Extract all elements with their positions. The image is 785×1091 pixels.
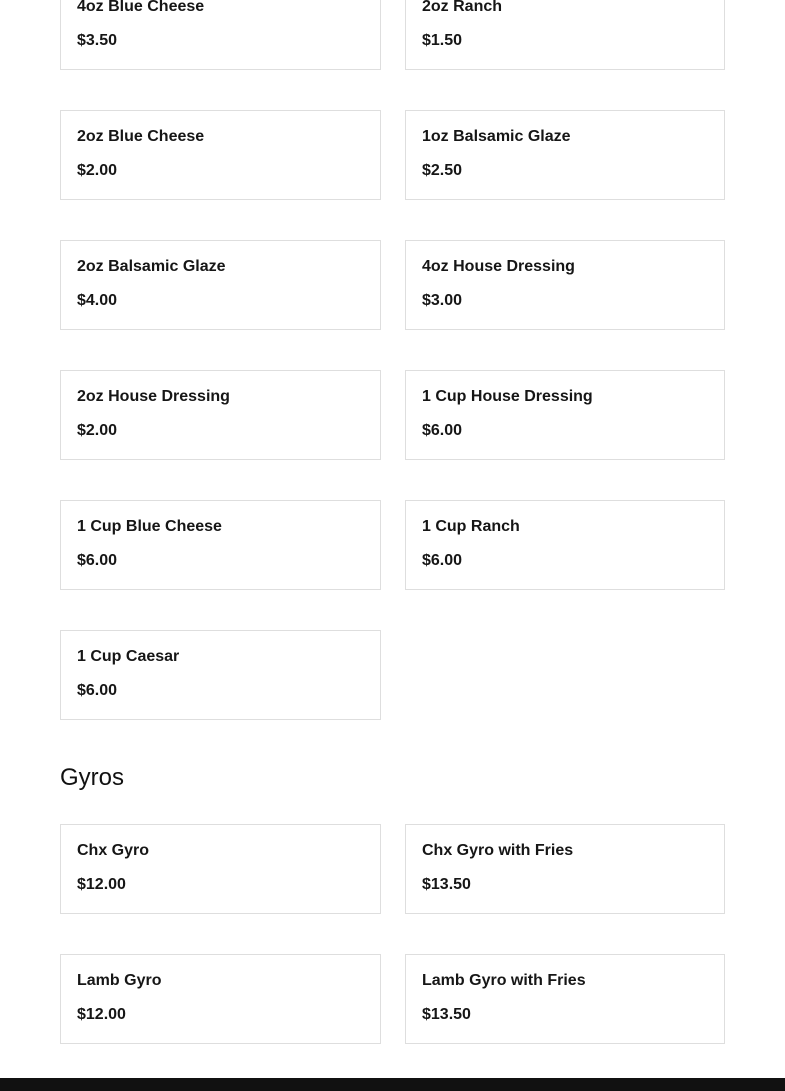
menu-item-card[interactable] bbox=[405, 240, 725, 330]
menu-item-price: $13.50 bbox=[422, 1006, 471, 1023]
menu-item-price: $12.00 bbox=[77, 876, 126, 893]
menu-item-price: $2.50 bbox=[422, 162, 463, 179]
menu-item-card[interactable] bbox=[60, 0, 381, 70]
dressings-section bbox=[60, 0, 725, 720]
menu-item-price: $1.50 bbox=[422, 32, 463, 49]
menu-item-name: 1 Cup Caesar bbox=[77, 648, 180, 665]
footer-bar bbox=[0, 1078, 785, 1091]
menu-item-price: $3.00 bbox=[422, 292, 463, 309]
menu-item-name: 2oz House Dressing bbox=[77, 388, 230, 405]
menu-item-card[interactable] bbox=[60, 110, 381, 200]
menu-item-name: 2oz Balsamic Glaze bbox=[77, 258, 226, 275]
menu-item-name: 1oz Balsamic Glaze bbox=[422, 128, 571, 145]
menu-item-price: $6.00 bbox=[77, 552, 118, 569]
dressings-grid bbox=[60, 0, 725, 720]
menu-item-card[interactable] bbox=[60, 954, 381, 1044]
menu-item-price: $2.00 bbox=[77, 422, 118, 439]
menu-item-card[interactable] bbox=[60, 630, 381, 720]
menu-item-name: 4oz Blue Cheese bbox=[77, 0, 205, 15]
gyros-section bbox=[60, 764, 725, 1044]
menu-item-name: Lamb Gyro with Fries bbox=[422, 972, 586, 989]
menu-item-card[interactable] bbox=[405, 370, 725, 460]
menu-item-price: $2.00 bbox=[77, 162, 118, 179]
menu-item-price: $3.50 bbox=[77, 32, 118, 49]
section-heading: Gyros bbox=[60, 764, 125, 791]
menu-item-name: Chx Gyro bbox=[77, 842, 150, 859]
menu-item-name: Chx Gyro with Fries bbox=[422, 842, 574, 859]
menu-item-name: 1 Cup House Dressing bbox=[422, 388, 593, 405]
menu-item-card[interactable] bbox=[405, 0, 725, 70]
menu-item-name: Lamb Gyro bbox=[77, 972, 162, 989]
menu-item-name: 4oz House Dressing bbox=[422, 258, 575, 275]
menu-item-card[interactable] bbox=[60, 240, 381, 330]
menu-item-card[interactable] bbox=[60, 370, 381, 460]
menu-item-price: $6.00 bbox=[422, 552, 463, 569]
menu-item-price: $6.00 bbox=[77, 682, 118, 699]
menu-item-card[interactable] bbox=[60, 500, 381, 590]
gyros-grid bbox=[60, 824, 725, 1044]
menu-item-price: $13.50 bbox=[422, 876, 471, 893]
menu-item-card[interactable] bbox=[405, 954, 725, 1044]
menu-item-name: 2oz Blue Cheese bbox=[77, 128, 205, 145]
menu-item-price: $4.00 bbox=[77, 292, 118, 309]
menu-item-name: 1 Cup Blue Cheese bbox=[77, 518, 222, 535]
menu-item-card[interactable] bbox=[405, 824, 725, 914]
menu-item-card[interactable] bbox=[60, 824, 381, 914]
menu-item-card[interactable] bbox=[405, 110, 725, 200]
menu-item-name: 2oz Ranch bbox=[422, 0, 503, 15]
menu-item-name: 1 Cup Ranch bbox=[422, 518, 520, 535]
menu-item-price: $12.00 bbox=[77, 1006, 126, 1023]
menu-item-card[interactable] bbox=[405, 500, 725, 590]
menu-item-price: $6.00 bbox=[422, 422, 463, 439]
